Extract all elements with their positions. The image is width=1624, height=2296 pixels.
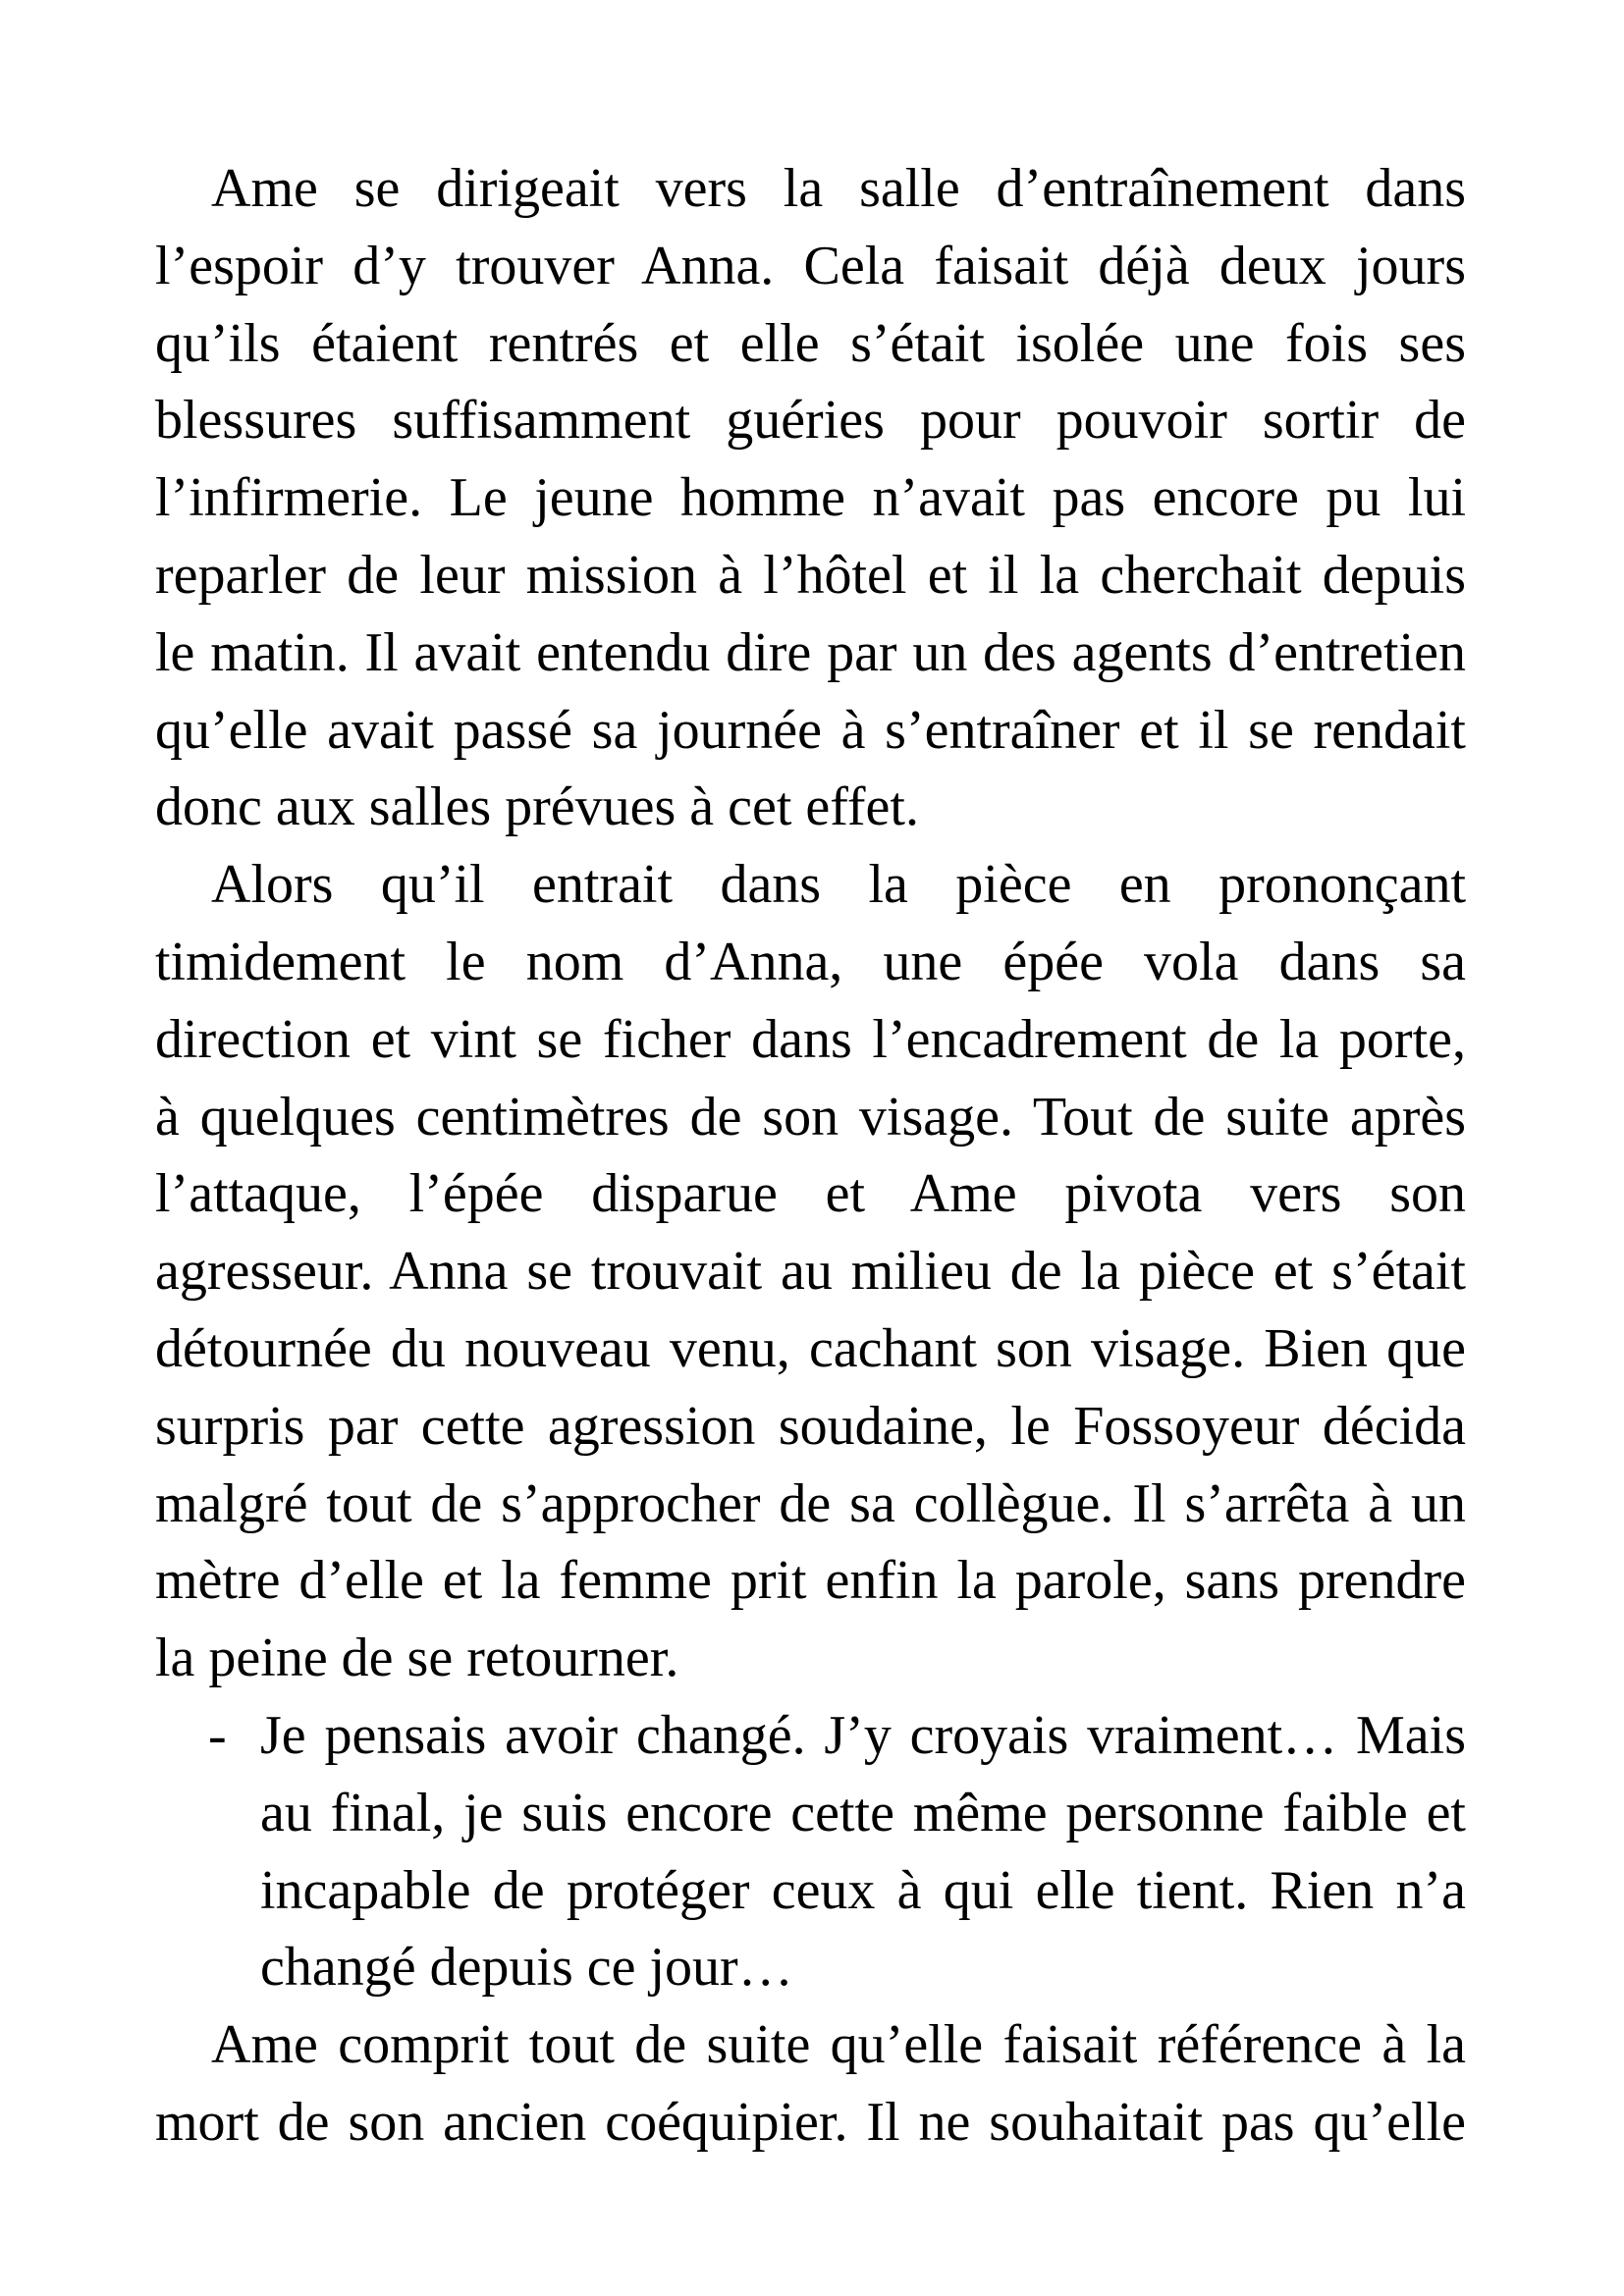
- text-line: à quelques centimètres de son visage. Tout de suite après: [155, 1086, 1466, 1148]
- text-line: qu’elle avait passé sa journée à s’entraîner et il se rendait: [155, 699, 1466, 761]
- text-line: Ame comprit tout de suite qu’elle faisait référence à la: [211, 2014, 1466, 2076]
- text-line: l’infirmerie. Le jeune homme n’avait pas encore pu lui: [155, 467, 1466, 529]
- paragraph: [155, 150, 1466, 846]
- dialogue-text: Je pensais avoir changé. J’y croyais vraiment… Mais: [260, 1704, 1466, 1766]
- text-line: reparler de leur mission à l’hôtel et il la cherchait depuis: [155, 544, 1466, 606]
- paragraph: [155, 2006, 1466, 2162]
- dialogue-paragraph: [155, 1697, 1466, 2006]
- text-line: qu’ils étaient rentrés et elle s’était isolée une fois ses: [155, 312, 1466, 374]
- text-line: mètre d’elle et la femme prit enfin la parole, sans prendre: [155, 1550, 1466, 1612]
- text-line: au final, je suis encore cette même personne faible et: [260, 1782, 1466, 1843]
- text-line: changé depuis ce jour…: [260, 1937, 793, 1999]
- text-line: Alors qu’il entrait dans la pièce en prononçant: [211, 854, 1466, 916]
- text-line: incapable de protéger ceux à qui elle tient. Rien n’a: [260, 1859, 1466, 1921]
- text-line: direction et vint se ficher dans l’encadrement de la porte,: [155, 1008, 1466, 1070]
- text-line: l’attaque, l’épée disparue et Ame pivota vers son: [155, 1163, 1466, 1225]
- text-line: surpris par cette agression soudaine, le Fossoyeur décida: [155, 1395, 1466, 1457]
- text-line: mort de son ancien coéquipier. Il ne souhaitait pas qu’elle: [155, 2091, 1466, 2153]
- text-line: détournée du nouveau venu, cachant son visage. Bien que: [155, 1317, 1466, 1379]
- text-line: l’espoir d’y trouver Anna. Cela faisait déjà deux jours: [155, 235, 1466, 296]
- text-line: malgré tout de s’approcher de sa collègue. Il s’arrêta à un: [155, 1472, 1466, 1534]
- dialogue-dash: -: [208, 1704, 227, 1766]
- page-text-block: [155, 150, 1466, 2162]
- text-line: donc aux salles prévues à cet effet.: [155, 776, 919, 838]
- text-line: Ame se dirigeait vers la salle d’entraînement dans: [211, 158, 1466, 219]
- text-line: [208, 1697, 1466, 1775]
- text-line: blessures suffisamment guéries pour pouvoir sortir de: [155, 390, 1466, 452]
- text-line: la peine de se retourner.: [155, 1628, 679, 1689]
- text-line: timidement le nom d’Anna, une épée vola dans sa: [155, 931, 1466, 992]
- paragraph: [155, 846, 1466, 1697]
- text-line: agresseur. Anna se trouvait au milieu de la pièce et s’était: [155, 1241, 1466, 1303]
- text-line: le matin. Il avait entendu dire par un des agents d’entretien: [155, 621, 1466, 683]
